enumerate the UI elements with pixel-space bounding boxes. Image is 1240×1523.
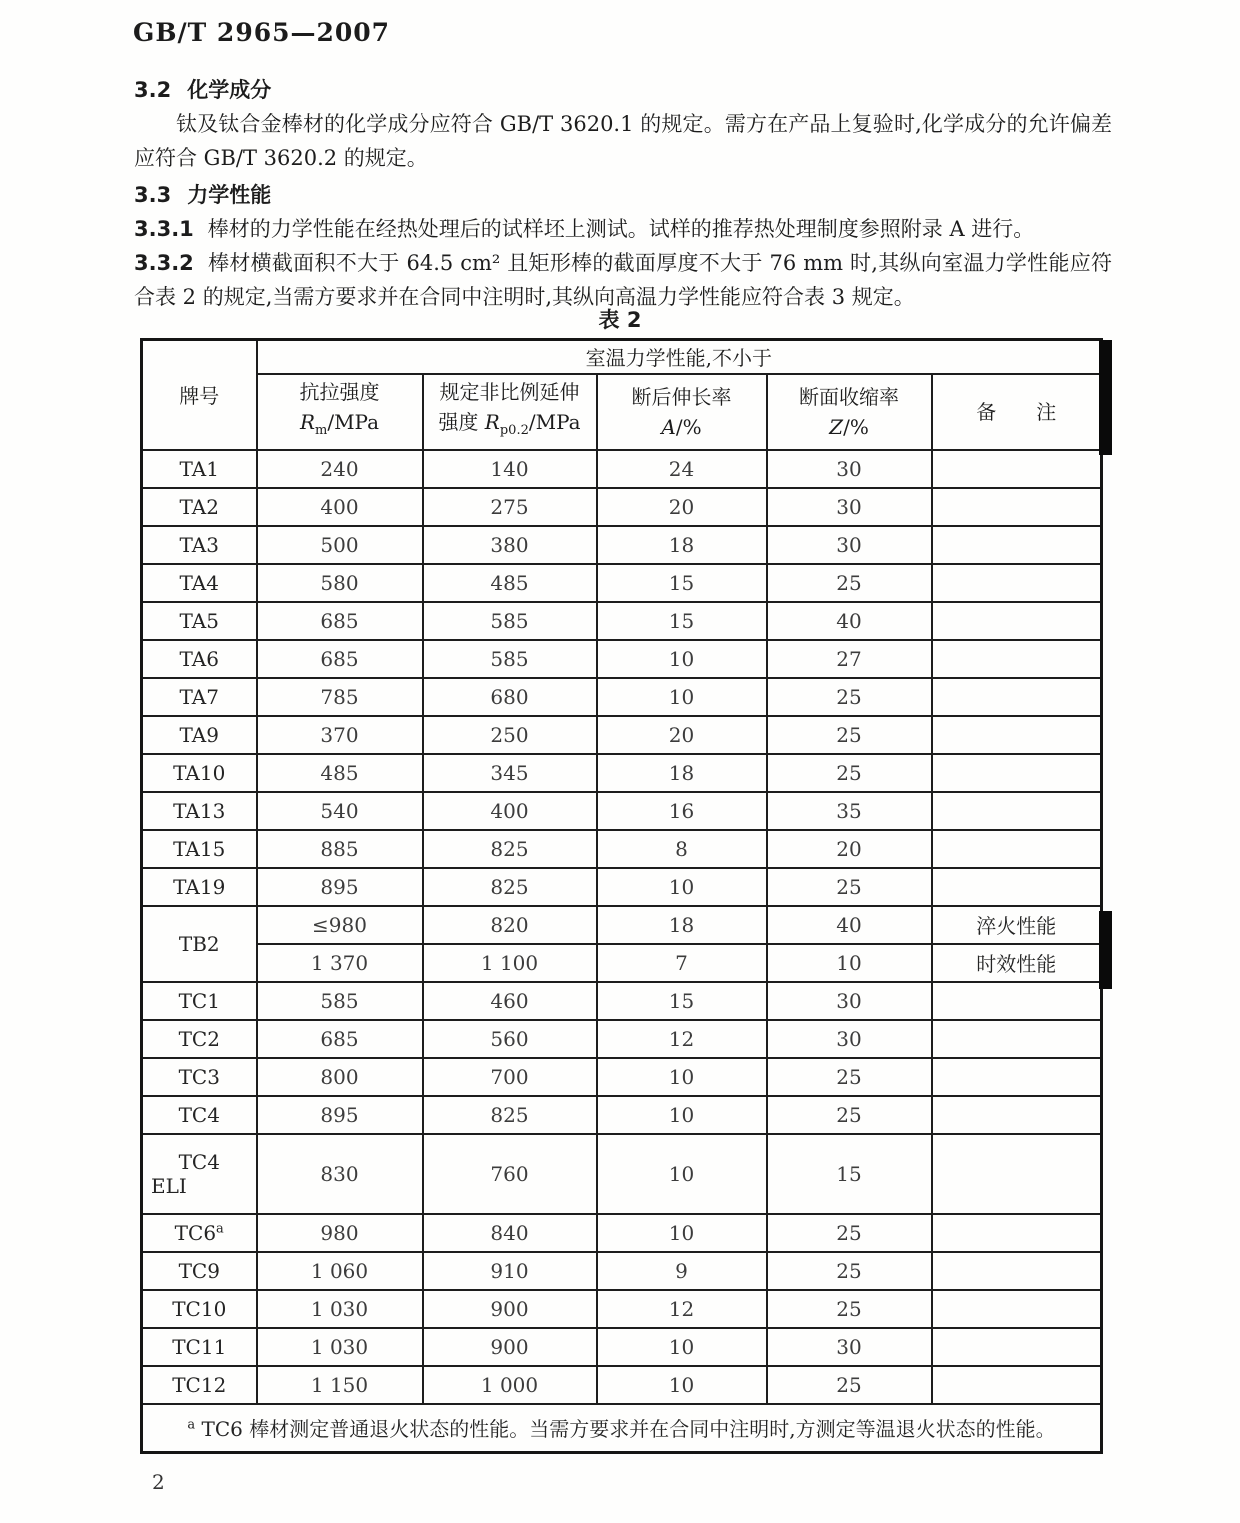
value-cell: 35 — [767, 792, 932, 830]
grade-cell: TA1 — [142, 450, 257, 488]
grade-cell: TA15 — [142, 830, 257, 868]
note-cell — [932, 1366, 1102, 1404]
note-cell — [932, 754, 1102, 792]
header-notes: 备 注 — [932, 374, 1102, 450]
value-cell: 830 — [257, 1134, 423, 1214]
table-body — [142, 450, 1102, 1404]
header-line1: 抗拉强度 — [299, 380, 380, 404]
value-cell: 885 — [257, 830, 423, 868]
value-cell: 30 — [767, 1328, 932, 1366]
clause-number: 3.3.1 — [134, 217, 194, 241]
symbol-subscript: p0.2 — [499, 423, 529, 438]
value-cell: 10 — [767, 944, 932, 982]
note-cell — [932, 716, 1102, 754]
grade-cell: TA2 — [142, 488, 257, 526]
value-cell: 40 — [767, 602, 932, 640]
table-row — [142, 906, 1102, 944]
unit: /% — [843, 414, 869, 439]
value-cell: 16 — [597, 792, 767, 830]
grade-cell: TA19 — [142, 868, 257, 906]
note-cell — [932, 602, 1102, 640]
value-cell: 1 100 — [423, 944, 597, 982]
value-cell: 1 060 — [257, 1252, 423, 1290]
note-cell — [932, 1214, 1102, 1252]
value-cell: 685 — [257, 602, 423, 640]
scan-artifact — [1099, 911, 1112, 989]
header-line2 — [426, 407, 594, 446]
table-row — [142, 1252, 1102, 1290]
symbol: Z — [829, 414, 844, 439]
value-cell: 10 — [597, 868, 767, 906]
value-cell: 10 — [597, 1328, 767, 1366]
note-cell: 时效性能 — [932, 944, 1102, 982]
paragraph-3-2: 钛及钛合金棒材的化学成分应符合 GB/T 3620.1 的规定。需方在产品上复验时,化学成分的允许偏差应符合 GB/T 3620.2 的规定。 — [134, 112, 1112, 170]
value-cell: 760 — [423, 1134, 597, 1214]
value-cell: 25 — [767, 868, 932, 906]
value-cell: 825 — [423, 868, 597, 906]
note-cell — [932, 1096, 1102, 1134]
value-cell: 25 — [767, 754, 932, 792]
table-row — [142, 716, 1102, 754]
symbol: R — [299, 410, 316, 434]
table-row — [142, 450, 1102, 488]
value-cell: 900 — [423, 1290, 597, 1328]
value-cell: 140 — [423, 450, 597, 488]
table-row — [142, 1020, 1102, 1058]
value-cell: 680 — [423, 678, 597, 716]
grade-cell: TB2 — [142, 906, 257, 982]
value-cell: 560 — [423, 1020, 597, 1058]
table-row — [142, 754, 1102, 792]
footnote-marker: a — [187, 1417, 196, 1433]
value-cell: 30 — [767, 488, 932, 526]
value-cell: 8 — [597, 830, 767, 868]
section-number: 3.2 — [134, 78, 172, 102]
table-row — [142, 564, 1102, 602]
table-row — [142, 1366, 1102, 1404]
section-title: 化学成分 — [187, 78, 272, 102]
value-cell: 15 — [597, 602, 767, 640]
value-cell: 15 — [597, 564, 767, 602]
note-cell — [932, 1020, 1102, 1058]
note-cell — [932, 526, 1102, 564]
footnote-cell — [142, 1404, 1102, 1453]
value-cell: 895 — [257, 1096, 423, 1134]
value-cell: 910 — [423, 1252, 597, 1290]
grade-cell: TA5 — [142, 602, 257, 640]
table-row — [142, 1134, 1102, 1214]
value-cell: 1 370 — [257, 944, 423, 982]
value-cell: 900 — [423, 1328, 597, 1366]
grade-cell: TC2 — [142, 1020, 257, 1058]
mechanical-properties-table — [140, 338, 1103, 1454]
value-cell: 25 — [767, 716, 932, 754]
value-cell: 12 — [597, 1290, 767, 1328]
table-footer — [142, 1404, 1102, 1453]
section-heading-3-3 — [134, 179, 1112, 212]
grade-cell: TC3 — [142, 1058, 257, 1096]
value-cell: 585 — [423, 640, 597, 678]
clause-text: 棒材的力学性能在经热处理后的试样坯上测试。试样的推荐热处理制度参照附录 A 进行。 — [207, 217, 1035, 241]
unit: /% — [675, 414, 702, 439]
doc-number: GB/T 2965—2007 — [133, 18, 391, 47]
scan-artifact — [1099, 340, 1112, 455]
value-cell: 585 — [423, 602, 597, 640]
grade-cell: TC4 ELI — [142, 1134, 257, 1214]
value-cell: 30 — [767, 1020, 932, 1058]
header-line2 — [600, 412, 764, 442]
value-cell: 27 — [767, 640, 932, 678]
grade-cell: TA3 — [142, 526, 257, 564]
table-row — [142, 1096, 1102, 1134]
header-span-title: 室温力学性能,不小于 — [257, 340, 1102, 374]
header-row-2 — [142, 374, 1102, 450]
value-cell: 10 — [597, 1366, 767, 1404]
value-cell: 20 — [767, 830, 932, 868]
grade-cell: TC4 — [142, 1096, 257, 1134]
table-row — [142, 1328, 1102, 1366]
value-cell: 370 — [257, 716, 423, 754]
value-cell: 12 — [597, 1020, 767, 1058]
footnote-row — [142, 1404, 1102, 1453]
note-cell: 淬火性能 — [932, 906, 1102, 944]
value-cell: 20 — [597, 716, 767, 754]
value-cell: 700 — [423, 1058, 597, 1096]
grade-cell: TC6$^a$ — [142, 1214, 257, 1252]
grade-cell: TC12 — [142, 1366, 257, 1404]
value-cell: 840 — [423, 1214, 597, 1252]
value-cell: 10 — [597, 1058, 767, 1096]
value-cell: 820 — [423, 906, 597, 944]
clause-number: 3.3.2 — [134, 251, 194, 275]
table-row — [142, 1214, 1102, 1252]
header-row-1 — [142, 340, 1102, 374]
value-cell: 825 — [423, 830, 597, 868]
value-cell: 30 — [767, 982, 932, 1020]
grade-cell: TA10 — [142, 754, 257, 792]
value-cell: 785 — [257, 678, 423, 716]
note-cell — [932, 1058, 1102, 1096]
header-line1: 规定非比例延伸 — [439, 380, 580, 404]
note-cell — [932, 982, 1102, 1020]
table-row — [142, 982, 1102, 1020]
value-cell: 10 — [597, 1214, 767, 1252]
value-cell: 1 030 — [257, 1290, 423, 1328]
grade-cell: TC1 — [142, 982, 257, 1020]
note-cell — [932, 1290, 1102, 1328]
value-cell: 10 — [597, 640, 767, 678]
grade-cell: TC10 — [142, 1290, 257, 1328]
value-cell: 400 — [423, 792, 597, 830]
value-cell: 7 — [597, 944, 767, 982]
section-heading-3-2 — [134, 74, 1112, 107]
value-cell: 25 — [767, 1096, 932, 1134]
value-cell: 275 — [423, 488, 597, 526]
value-cell: 1 030 — [257, 1328, 423, 1366]
body-content — [134, 74, 1112, 314]
value-cell: 585 — [257, 982, 423, 1020]
value-cell: 24 — [597, 450, 767, 488]
value-cell: 685 — [257, 640, 423, 678]
table-row — [142, 944, 1102, 982]
note-cell — [932, 564, 1102, 602]
value-cell: 25 — [767, 1252, 932, 1290]
grade-cell: TC9 — [142, 1252, 257, 1290]
table-row — [142, 488, 1102, 526]
note-cell — [932, 868, 1102, 906]
value-cell: 20 — [597, 488, 767, 526]
table-row — [142, 678, 1102, 716]
table-row — [142, 526, 1102, 564]
value-cell: 400 — [257, 488, 423, 526]
table-caption: 表 2 — [598, 308, 642, 332]
note-cell — [932, 488, 1102, 526]
value-cell: 825 — [423, 1096, 597, 1134]
grade-cell: TC11 — [142, 1328, 257, 1366]
header-line2 — [260, 407, 420, 446]
note-cell — [932, 450, 1102, 488]
table-row — [142, 830, 1102, 868]
table-row — [142, 792, 1102, 830]
note-cell — [932, 678, 1102, 716]
clause-text: 棒材横截面积不大于 64.5 cm² 且矩形棒的截面厚度不大于 76 mm 时,其纵向室温力学性能应符合表 2 的规定,当需方要求并在合同中注明时,其纵向高温力学性能应符合表 3 规定。 — [134, 251, 1112, 309]
value-cell: 18 — [597, 754, 767, 792]
note-cell — [932, 792, 1102, 830]
header-reduction-of-area — [767, 374, 932, 450]
value-cell: 15 — [767, 1134, 932, 1214]
value-cell: 485 — [257, 754, 423, 792]
table-row — [142, 1290, 1102, 1328]
symbol: R — [484, 410, 500, 434]
value-cell: 540 — [257, 792, 423, 830]
value-cell: 25 — [767, 1214, 932, 1252]
value-cell: 580 — [257, 564, 423, 602]
section-number: 3.3 — [134, 183, 172, 207]
header-grade: 牌号 — [142, 340, 257, 450]
value-cell: 25 — [767, 1058, 932, 1096]
header-tensile-strength — [257, 374, 423, 450]
value-cell: 500 — [257, 526, 423, 564]
value-cell: 485 — [423, 564, 597, 602]
header-line2 — [770, 412, 929, 442]
symbol-subscript: m — [315, 423, 328, 438]
value-cell: 800 — [257, 1058, 423, 1096]
grade-cell: TA4 — [142, 564, 257, 602]
footnote-text: TC6 棒材测定普通退火状态的性能。当需方要求并在合同中注明时,方测定等温退火状态的性能。 — [201, 1417, 1056, 1441]
page-number: 2 — [152, 1470, 165, 1494]
paragraph-3-3-1 — [134, 212, 1112, 246]
symbol: A — [661, 414, 676, 439]
grade-cell: TA13 — [142, 792, 257, 830]
table-row — [142, 1058, 1102, 1096]
value-cell: ≤980 — [257, 906, 423, 944]
value-cell: 460 — [423, 982, 597, 1020]
note-cell — [932, 640, 1102, 678]
value-cell: 1 000 — [423, 1366, 597, 1404]
grade-cell: TA7 — [142, 678, 257, 716]
unit: /MPa — [528, 410, 581, 434]
value-cell: 15 — [597, 982, 767, 1020]
value-cell: 10 — [597, 1134, 767, 1214]
value-cell: 30 — [767, 450, 932, 488]
value-cell: 685 — [257, 1020, 423, 1058]
value-cell: 25 — [767, 678, 932, 716]
table-row — [142, 640, 1102, 678]
section-title: 力学性能 — [187, 183, 272, 207]
table-row — [142, 868, 1102, 906]
prefix: 强度 — [438, 410, 485, 434]
unit: /MPa — [327, 410, 380, 434]
table-row — [142, 602, 1102, 640]
header-proof-strength — [423, 374, 597, 450]
note-cell — [932, 1328, 1102, 1366]
value-cell: 380 — [423, 526, 597, 564]
value-cell: 18 — [597, 906, 767, 944]
value-cell: 345 — [423, 754, 597, 792]
note-cell — [932, 1134, 1102, 1214]
value-cell: 250 — [423, 716, 597, 754]
grade-cell: TA6 — [142, 640, 257, 678]
note-cell — [932, 1252, 1102, 1290]
value-cell: 10 — [597, 1096, 767, 1134]
table-header — [142, 340, 1102, 450]
value-cell: 30 — [767, 526, 932, 564]
header-line1: 断后伸长率 — [631, 384, 732, 409]
value-cell: 9 — [597, 1252, 767, 1290]
grade-cell: TA9 — [142, 716, 257, 754]
header-elongation — [597, 374, 767, 450]
value-cell: 25 — [767, 1366, 932, 1404]
header-line1: 断面收缩率 — [799, 384, 899, 409]
value-cell: 980 — [257, 1214, 423, 1252]
value-cell: 25 — [767, 1290, 932, 1328]
value-cell: 240 — [257, 450, 423, 488]
value-cell: 40 — [767, 906, 932, 944]
value-cell: 895 — [257, 868, 423, 906]
value-cell: 18 — [597, 526, 767, 564]
value-cell: 10 — [597, 678, 767, 716]
table-wrapper — [140, 338, 1103, 1454]
note-cell — [932, 830, 1102, 868]
value-cell: 25 — [767, 564, 932, 602]
value-cell: 1 150 — [257, 1366, 423, 1404]
